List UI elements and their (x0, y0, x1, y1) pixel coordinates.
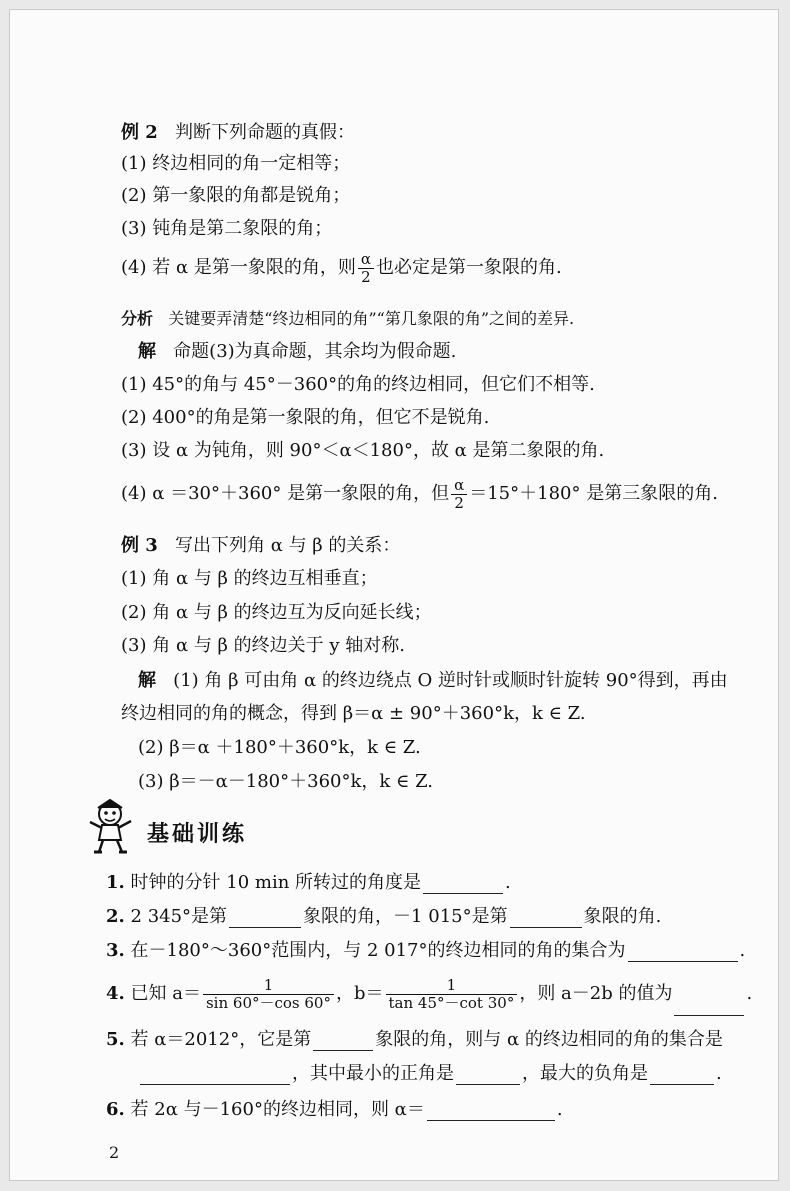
solution2-item-3: (3) 设 α 为钝角，则 90°＜α＜180°，故 α 是第二象限的角. (121, 440, 605, 461)
solution3-line-4: (3) β＝－α－180°＋360°k，k ∈ Z. (138, 771, 433, 792)
mascot-icon (80, 794, 142, 856)
solution2-item-2: (2) 400°的角是第一象限的角，但它不是锐角. (121, 407, 490, 428)
answer-blank[interactable] (313, 1032, 373, 1051)
analysis-line (121, 308, 574, 330)
exercise-number: 4. (106, 983, 125, 1004)
example3-label: 例 3 (121, 535, 158, 556)
answer-blank[interactable] (674, 997, 744, 1016)
fraction-denominator: 2 (454, 493, 464, 512)
example3-item-1: (1) 角 α 与 β 的终边互相垂直； (121, 568, 378, 589)
example3-prompt: 写出下列角 α 与 β 的关系： (174, 535, 401, 556)
exercise-number: 2. (106, 906, 125, 927)
example3-heading (121, 535, 400, 557)
answer-blank[interactable] (423, 875, 503, 894)
answer-blank[interactable] (140, 1066, 290, 1085)
exercise-5-line-1: 5. 若 α＝2012°，它是第 象限的角，则与 α 的终边相同的角的集合是 (106, 1029, 723, 1050)
answer-blank[interactable] (628, 943, 738, 962)
exercise-number: 5. (106, 1029, 125, 1050)
alpha-half-fraction (358, 251, 374, 286)
textbook-page (9, 9, 779, 1181)
fraction-denominator: tan 45°－cot 30° (388, 993, 515, 1012)
exercise-text: 时钟的分针 10 min 所转过的角度是 (130, 872, 422, 893)
fraction-numerator: α (358, 251, 374, 269)
answer-blank[interactable] (229, 909, 301, 928)
fraction-numerator: α (451, 477, 467, 495)
exercise-text: 若 2α 与－160°的终边相同，则 α＝ (130, 1099, 425, 1120)
section-title: 基础训练 (147, 822, 248, 847)
solution2-item-1: (1) 45°的角与 45°－360°的角的终边相同，但它们不相等. (121, 374, 595, 395)
answer-blank[interactable] (456, 1066, 520, 1085)
fraction-denominator: sin 60°－cos 60° (205, 993, 331, 1012)
solution2-heading (138, 341, 456, 363)
item4-pre: (4) 若 α 是第一象限的角，则 (121, 257, 356, 278)
sol4-pre: (4) α ＝30°＋360° 是第一象限的角，但 (121, 483, 450, 504)
fraction-denominator: 2 (361, 267, 371, 286)
page-number: 2 (109, 1143, 120, 1162)
exercise-number: 6. (106, 1099, 125, 1120)
b-fraction (386, 977, 518, 1012)
item4-post: 也必定是第一象限的角. (375, 257, 562, 278)
exercise-3: 3. 在－180°～360°范围内，与 2 017°的终边相同的角的集合为 . (106, 940, 746, 961)
solution3-label: 解 (138, 670, 156, 691)
solution3-text-1: (1) 角 β 可由角 α 的终边绕点 O 逆时针或顺时针旋转 90°得到，再由 (173, 670, 728, 691)
solution2-item-4 (121, 476, 718, 512)
example2-item-3: (3) 钝角是第二象限的角； (121, 218, 333, 239)
sol4-post: ＝15°＋180° 是第三象限的角. (469, 483, 718, 504)
exercise-number: 1. (106, 872, 125, 893)
example2-item-1: (1) 终边相同的角一定相等； (121, 153, 351, 174)
fraction-numerator: 1 (386, 977, 518, 995)
example3-item-2: (2) 角 α 与 β 的终边互为反向延长线； (121, 602, 432, 623)
solution3-line-1 (138, 670, 728, 692)
analysis-text: 关键要弄清楚“终边相同的角”“第几象限的角”之间的差异. (168, 309, 575, 328)
exercise-2: 2. 2 345°是第 象限的角，－1 015°是第 象限的角. (106, 906, 662, 927)
solution3-line-3: (2) β＝α ＋180°＋360°k，k ∈ Z. (138, 737, 421, 758)
exercise-4: 4. 已知 a＝ $\frac{1}{\sin 60^\circ-\cos 60^\circ}$ ，b＝ $\frac{1}{\tan 45^\circ-\cot 30^\circ}$ ，则 a－2b 的值为 . (106, 972, 752, 1016)
solution2-text: 命题(3)为真命题，其余均为假命题. (173, 341, 457, 362)
answer-blank[interactable] (650, 1066, 714, 1085)
solution3-line-2: 终边相同的角的概念，得到 β＝α ± 90°＋360°k，k ∈ Z. (121, 703, 586, 724)
exercise-6: 6. 若 2α 与－160°的终边相同，则 α＝ . (106, 1099, 563, 1120)
example3-item-3: (3) 角 α 与 β 的终边关于 y 轴对称. (121, 635, 405, 656)
example2-heading (121, 122, 355, 144)
answer-blank[interactable] (427, 1102, 555, 1121)
example2-item-4 (121, 250, 562, 286)
exercise-5-line-2: ，其中最小的正角是 ，最大的负角是 . (138, 1063, 722, 1085)
example2-prompt: 判断下列命题的真假： (174, 122, 355, 143)
a-fraction (203, 977, 334, 1012)
answer-blank[interactable] (510, 909, 582, 928)
exercise-text: 在－180°～360°范围内，与 2 017°的终边相同的角的集合为 (130, 940, 626, 961)
alpha-half-fraction (451, 477, 467, 512)
exercise-1: 1. 时钟的分针 10 min 所转过的角度是 . (106, 872, 511, 893)
fraction-numerator: 1 (203, 977, 334, 995)
solution2-label: 解 (138, 341, 156, 362)
exercise-number: 3. (106, 940, 125, 961)
example2-item-2: (2) 第一象限的角都是锐角； (121, 185, 351, 206)
example2-label: 例 2 (121, 122, 158, 143)
analysis-label: 分析 (121, 309, 154, 328)
